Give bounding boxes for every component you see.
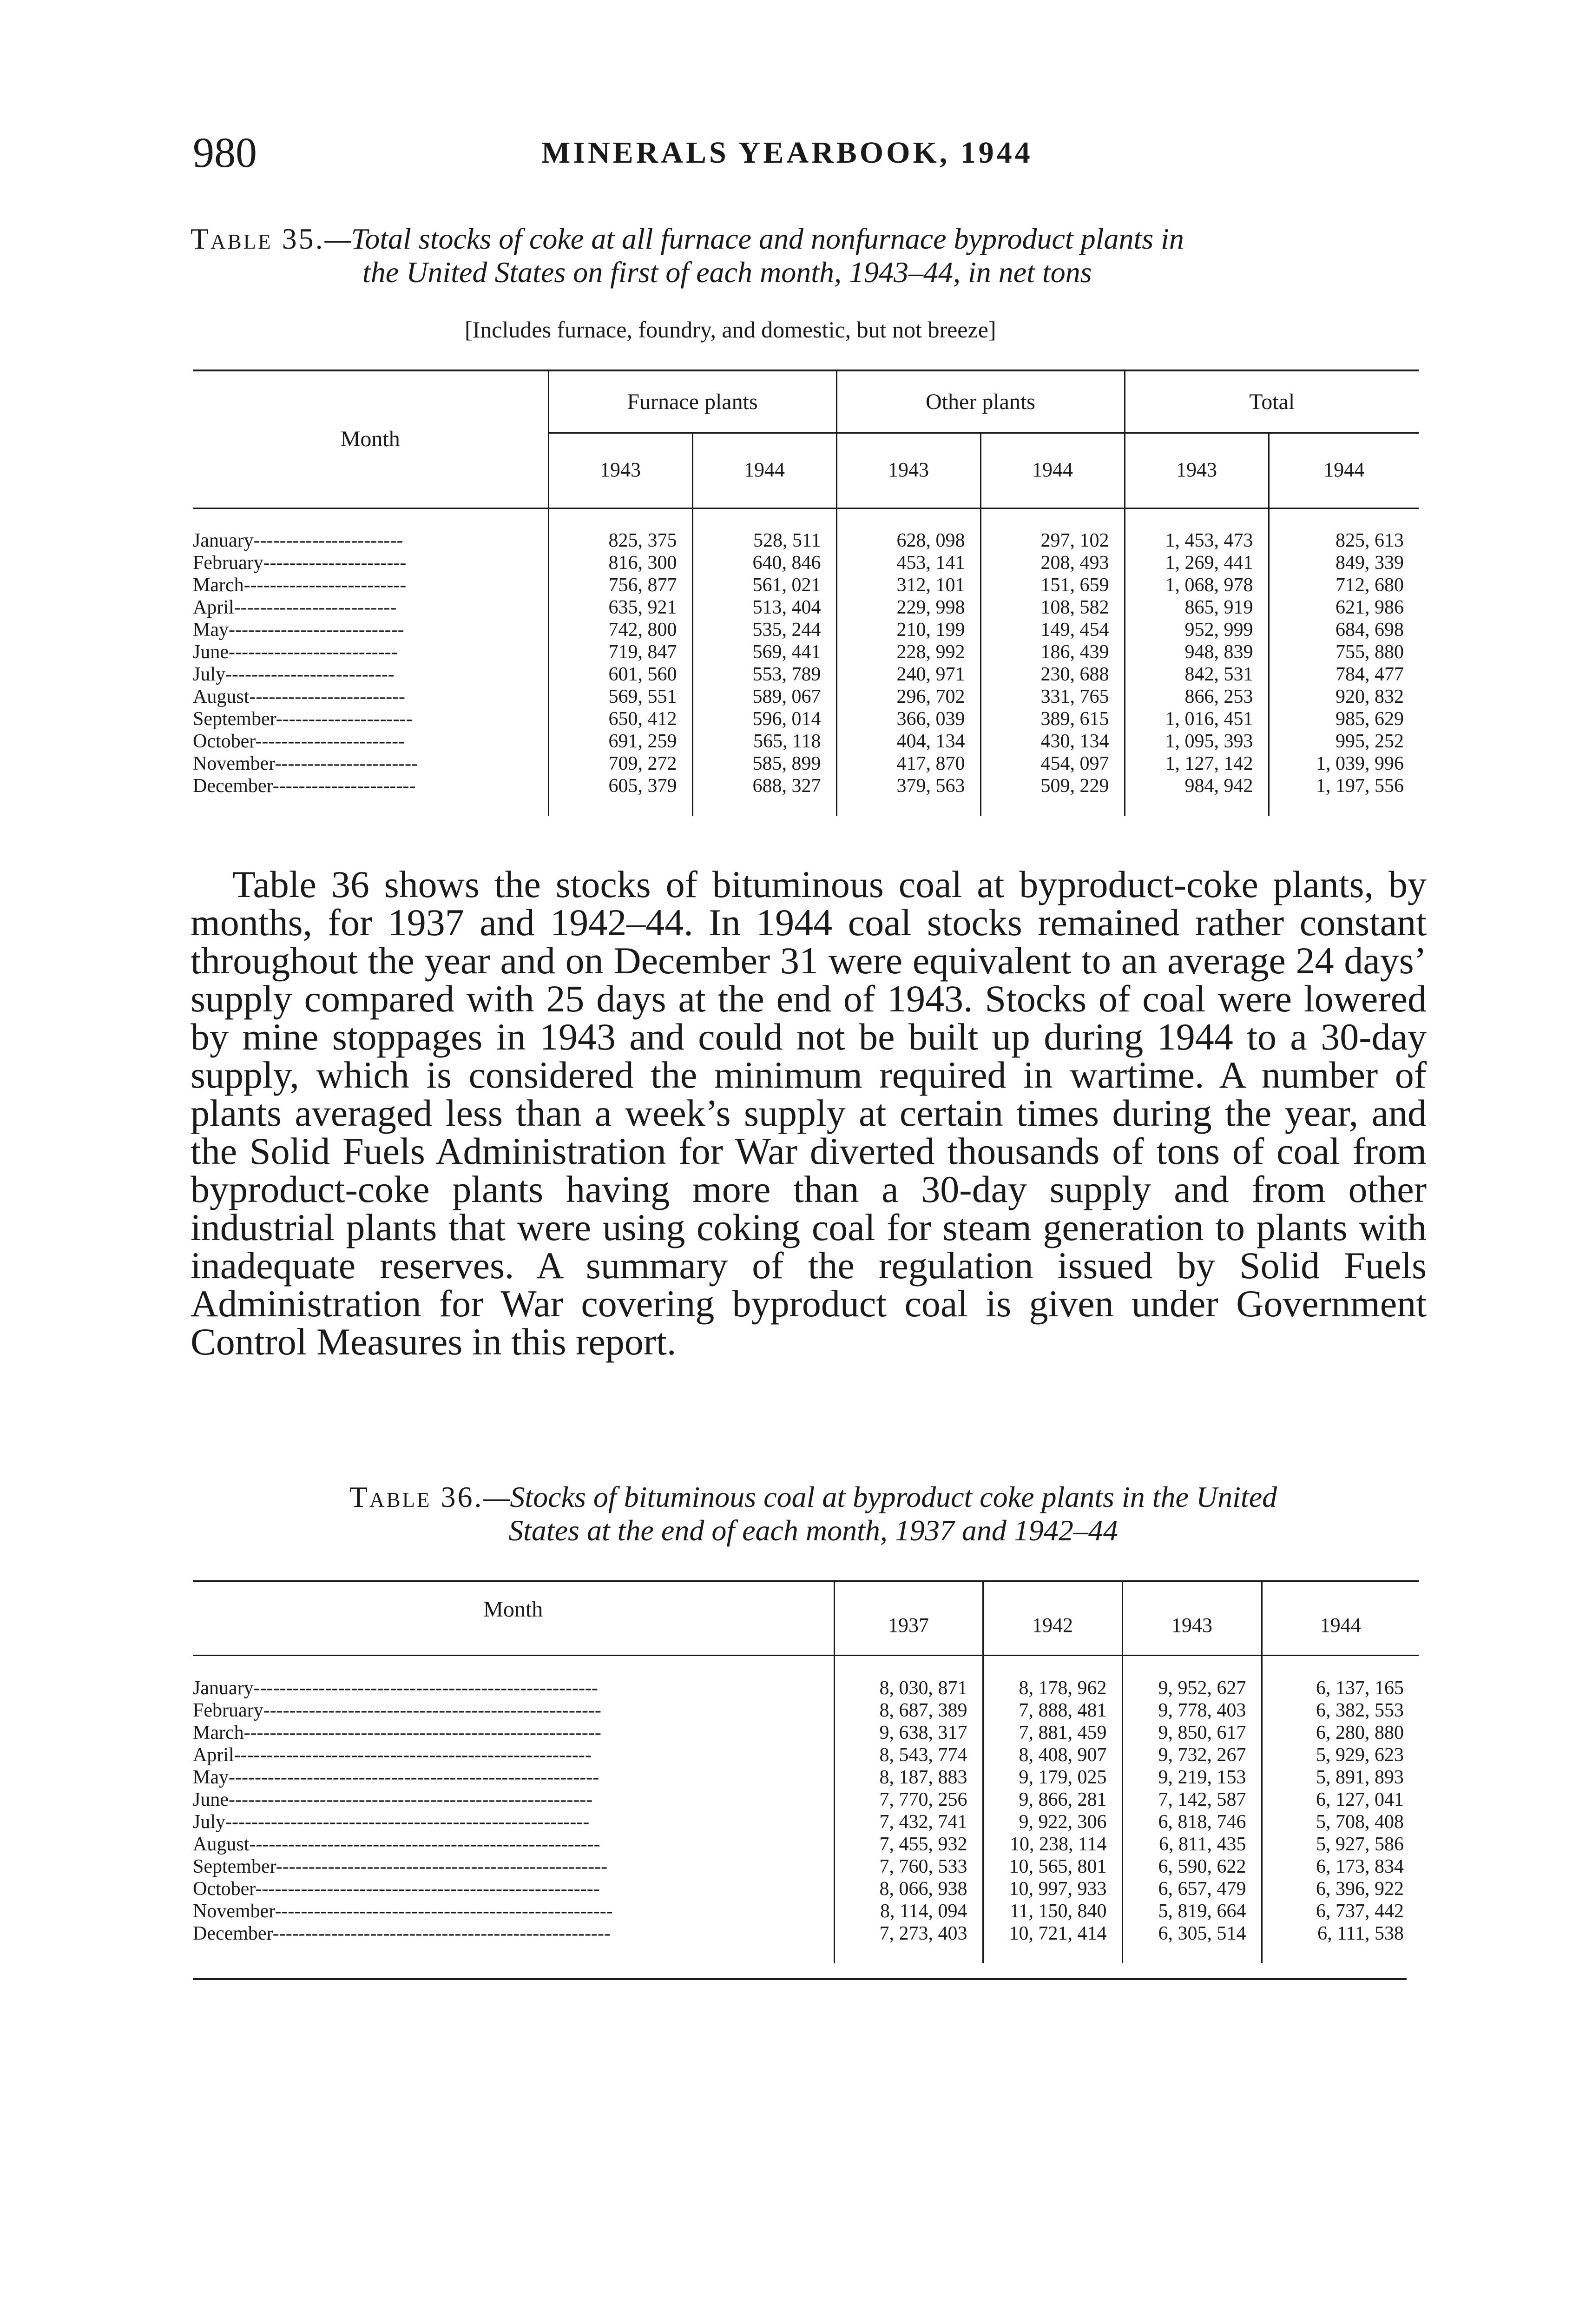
table35-value-cell: 984, 942 (1125, 775, 1269, 797)
table35-month-cell (193, 686, 548, 708)
table36-value-cell: 6, 305, 514 (1122, 1922, 1262, 1945)
table35-value-cell: 561, 021 (692, 574, 836, 596)
table36-row (193, 1922, 1419, 1945)
table35-row (193, 552, 1419, 574)
table35-month-label: December (193, 775, 273, 797)
table35-value-cell: 865, 919 (1125, 596, 1269, 619)
table35-year-header: 1943 (836, 433, 980, 507)
table36-value-cell: 9, 952, 627 (1122, 1677, 1262, 1699)
table36-row (193, 1833, 1419, 1855)
table36-leader-dots: ---------------------------------------------------- (263, 1700, 601, 1721)
table35-value-cell: 535, 244 (692, 619, 836, 641)
table36-row (193, 1900, 1419, 1922)
table36-value-cell: 10, 997, 933 (983, 1878, 1122, 1900)
table35-row (193, 529, 1419, 552)
table35-value-cell: 1, 095, 393 (1125, 730, 1269, 753)
table35-row (193, 753, 1419, 775)
table36-value-cell: 10, 721, 414 (983, 1922, 1122, 1945)
table35-value-cell: 1, 197, 556 (1269, 775, 1419, 797)
table35-value-cell: 621, 986 (1269, 596, 1419, 619)
table35-value-cell: 948, 839 (1125, 641, 1269, 663)
table35-title-line1: —Total stocks of coke at all furnace and nonfurnace byproduct plants in (324, 222, 1184, 255)
table36-year-header: 1937 (834, 1582, 983, 1655)
table35-row (193, 619, 1419, 641)
table35-month-label: October (193, 731, 256, 752)
table35-leader-dots: ----------------------- (253, 530, 403, 551)
table36-value-cell: 8, 543, 774 (834, 1744, 983, 1766)
table36-year-header: 1944 (1262, 1582, 1419, 1655)
table35-value-cell: 605, 379 (548, 775, 692, 797)
table35-value-cell: 719, 847 (548, 641, 692, 663)
table36-value-cell: 9, 638, 317 (834, 1722, 983, 1744)
table35-value-cell: 589, 067 (692, 686, 836, 708)
table36-value-cell: 9, 219, 153 (1122, 1766, 1262, 1789)
table35-value-cell: 755, 880 (1269, 641, 1419, 663)
table35-value-cell: 208, 493 (980, 552, 1125, 574)
table35-month-cell (193, 552, 548, 574)
table36-row (193, 1699, 1419, 1722)
table36-month-label: September (193, 1856, 276, 1877)
table36-value-cell: 8, 178, 962 (983, 1677, 1122, 1699)
table35-value-cell: 417, 870 (836, 753, 980, 775)
table35-leader-dots: ---------------------- (272, 775, 416, 797)
table36-value-cell: 7, 881, 459 (983, 1722, 1122, 1744)
table35-value-cell: 389, 615 (980, 708, 1125, 730)
table35-group-furnace: Furnace plants (548, 371, 836, 433)
table36-month-cell (193, 1833, 834, 1855)
table36-value-cell: 6, 657, 479 (1122, 1878, 1262, 1900)
table36-row (193, 1677, 1419, 1699)
table36-row (193, 1722, 1419, 1744)
table35-value-cell: 712, 680 (1269, 574, 1419, 596)
table36-value-cell: 5, 708, 408 (1262, 1811, 1419, 1833)
table35-value-cell: 565, 118 (692, 730, 836, 753)
table35-month-cell (193, 619, 548, 641)
table36-value-cell: 8, 687, 389 (834, 1699, 983, 1722)
table35-leader-dots: -------------------------- (229, 641, 398, 663)
table36-month-label: June (193, 1789, 229, 1810)
table35-value-cell: 108, 582 (980, 596, 1125, 619)
table35-value-cell: 1, 269, 441 (1125, 552, 1269, 574)
table35-value-cell: 601, 560 (548, 663, 692, 686)
table35-value-cell: 849, 339 (1269, 552, 1419, 574)
table36-month-label: October (193, 1878, 256, 1900)
table35-month-cell (193, 574, 548, 596)
table36-title-line1: —Stocks of bituminous coal at byproduct coke plants in the United (483, 1480, 1277, 1513)
table36-value-cell: 6, 396, 922 (1262, 1878, 1419, 1900)
table36-month-cell (193, 1699, 834, 1722)
table35 (193, 371, 1419, 816)
table35-value-cell: 709, 272 (548, 753, 692, 775)
table35-year-header: 1944 (692, 433, 836, 507)
table35-value-cell: 331, 765 (980, 686, 1125, 708)
table35-month-label: March (193, 574, 244, 596)
table36-month-cell (193, 1855, 834, 1878)
table36-row (193, 1766, 1419, 1789)
table36-month-label: February (193, 1700, 263, 1721)
table35-value-cell: 1, 068, 978 (1125, 574, 1269, 596)
table35-value-cell: 952, 999 (1125, 619, 1269, 641)
table35-value-cell: 528, 511 (692, 529, 836, 552)
table35-value-cell: 240, 971 (836, 663, 980, 686)
table36-value-cell: 7, 432, 741 (834, 1811, 983, 1833)
table36-bottom-rule (193, 1978, 1407, 1980)
table36-value-cell: 8, 030, 871 (834, 1677, 983, 1699)
table36-value-cell: 7, 142, 587 (1122, 1789, 1262, 1811)
table36-month-cell (193, 1744, 834, 1766)
table35-value-cell: 379, 563 (836, 775, 980, 797)
table35-month-label: July (193, 664, 226, 685)
table36-value-cell: 7, 760, 533 (834, 1855, 983, 1878)
table35-value-cell: 596, 014 (692, 708, 836, 730)
table35-leader-dots: ----------------------- (255, 731, 405, 752)
table35-value-cell: 228, 992 (836, 641, 980, 663)
table36-leader-dots: ------------------------------------------------------- (234, 1744, 592, 1766)
table35-value-cell: 151, 659 (980, 574, 1125, 596)
table35-month-cell (193, 708, 548, 730)
table36-leader-dots: ----------------------------------------------------- (253, 1677, 598, 1699)
table35-value-cell: 684, 698 (1269, 619, 1419, 641)
table36-month-label: November (193, 1901, 275, 1922)
table36-leader-dots: ------------------------------------------------------- (243, 1722, 601, 1743)
table35-month-cell (193, 753, 548, 775)
table36-value-cell: 5, 929, 623 (1262, 1744, 1419, 1766)
page-number: 980 (193, 129, 257, 176)
table36-month-label: January (193, 1677, 254, 1699)
table35-value-cell: 784, 477 (1269, 663, 1419, 686)
table35-note: [Includes furnace, foundry, and domestic, but not breeze] (465, 317, 996, 343)
table36-value-cell: 7, 455, 932 (834, 1833, 983, 1855)
table35-value-cell: 995, 252 (1269, 730, 1419, 753)
table35-group-other: Other plants (836, 371, 1125, 433)
table35-value-cell: 297, 102 (980, 529, 1125, 552)
table35-caption (191, 222, 1417, 289)
table35-value-cell: 149, 454 (980, 619, 1125, 641)
table36-month-header: Month (483, 1597, 543, 1622)
table36-row (193, 1744, 1419, 1766)
table35-month-cell (193, 641, 548, 663)
table35-row (193, 663, 1419, 686)
table35-row (193, 775, 1419, 797)
table36-caption (232, 1480, 1394, 1547)
table35-value-cell: 430, 134 (980, 730, 1125, 753)
table36-year-header: 1943 (1122, 1582, 1262, 1655)
table36-month-cell (193, 1811, 834, 1833)
table35-row (193, 596, 1419, 619)
table35-month-cell (193, 730, 548, 753)
table36-value-cell: 8, 187, 883 (834, 1766, 983, 1789)
table36-row (193, 1878, 1419, 1900)
table35-value-cell: 513, 404 (692, 596, 836, 619)
table35-value-cell: 825, 613 (1269, 529, 1419, 552)
table35-month-label: February (193, 552, 263, 574)
table35-value-cell: 569, 551 (548, 686, 692, 708)
table35-month-label: September (193, 708, 276, 730)
table35-value-cell: 312, 101 (836, 574, 980, 596)
table35-month-cell (193, 775, 548, 797)
table36-value-cell: 5, 891, 893 (1262, 1766, 1419, 1789)
table36-leader-dots: ------------------------------------------------------ (249, 1834, 600, 1855)
table35-value-cell: 628, 098 (836, 529, 980, 552)
table36-value-cell: 6, 382, 553 (1262, 1699, 1419, 1722)
table35-value-cell: 404, 134 (836, 730, 980, 753)
table36-month-cell (193, 1722, 834, 1744)
table36-month-label: March (193, 1722, 244, 1743)
table35-group-total: Total (1125, 371, 1419, 433)
table35-leader-dots: -------------------------- (225, 664, 395, 685)
table36-month-label: August (193, 1834, 250, 1855)
table35-value-cell: 509, 229 (980, 775, 1125, 797)
table35-year-header: 1944 (1269, 433, 1419, 507)
table35-month-cell (193, 596, 548, 619)
table36-value-cell: 11, 150, 840 (983, 1900, 1122, 1922)
table36-value-cell: 9, 778, 403 (1122, 1699, 1262, 1722)
table35-label: Table 35. (191, 222, 325, 255)
table35-value-cell: 296, 702 (836, 686, 980, 708)
table36-value-cell: 6, 737, 442 (1262, 1900, 1419, 1922)
table36-value-cell: 8, 114, 094 (834, 1900, 983, 1922)
table35-value-cell: 553, 789 (692, 663, 836, 686)
table35-month-label: January (193, 530, 254, 551)
table36-year-header: 1942 (983, 1582, 1122, 1655)
table35-value-cell: 842, 531 (1125, 663, 1269, 686)
table35-value-cell: 742, 800 (548, 619, 692, 641)
table35-leader-dots: ------------------------- (234, 597, 397, 618)
table36-value-cell: 5, 927, 586 (1262, 1833, 1419, 1855)
table35-value-cell: 1, 127, 142 (1125, 753, 1269, 775)
table36-value-cell: 10, 565, 801 (983, 1855, 1122, 1878)
table36-title-line2: States at the end of each month, 1937 and 1942–44 (508, 1514, 1118, 1547)
table35-row (193, 708, 1419, 730)
table35-value-cell: 635, 921 (548, 596, 692, 619)
table35-leader-dots: --------------------- (276, 708, 413, 730)
table36-value-cell: 9, 732, 267 (1122, 1744, 1262, 1766)
table35-value-cell: 640, 846 (692, 552, 836, 574)
table36-leader-dots: ----------------------------------------------------- (255, 1878, 600, 1900)
table35-value-cell: 1, 016, 451 (1125, 708, 1269, 730)
table35-value-cell: 453, 141 (836, 552, 980, 574)
table36-value-cell: 9, 922, 306 (983, 1811, 1122, 1833)
table36-month-label: May (193, 1767, 229, 1788)
table36-month-cell (193, 1766, 834, 1789)
table36-value-cell: 5, 819, 664 (1122, 1900, 1262, 1922)
table35-value-cell: 585, 899 (692, 753, 836, 775)
table35-value-cell: 230, 688 (980, 663, 1125, 686)
table35-value-cell: 1, 453, 473 (1125, 529, 1269, 552)
table36-month-cell (193, 1900, 834, 1922)
table36-value-cell: 6, 173, 834 (1262, 1855, 1419, 1878)
table36-value-cell: 8, 066, 938 (834, 1878, 983, 1900)
table35-value-cell: 650, 412 (548, 708, 692, 730)
table36-value-cell: 8, 408, 907 (983, 1744, 1122, 1766)
table36-value-cell: 7, 888, 481 (983, 1699, 1122, 1722)
table35-row (193, 730, 1419, 753)
table35-row (193, 686, 1419, 708)
table36-row (193, 1811, 1419, 1833)
table35-month-label: April (193, 597, 234, 618)
table36-leader-dots: --------------------------------------------------------- (229, 1767, 599, 1788)
table35-value-cell: 825, 375 (548, 529, 692, 552)
table36-value-cell: 6, 280, 880 (1262, 1722, 1419, 1744)
table36-month-label: April (193, 1744, 234, 1766)
body-paragraph: Table 36 shows the stocks of bituminous coal at byproduct-coke plants, by months, for 1937 and 1942–44. In 1944 coal stocks remained rather constant throughout the year and on December 31 were equivalent to an average 24 days’ supply compared with 25 days at the end of 1943. Stocks of coal were lowered by mine stoppages in 1943 and could not be built up during 1944 to a 30-day supply, which is considered the minimum required in wartime. A number of plants averaged less than a week’s supply at certain times during the year, and the Solid Fuels Administration for War diverted thousands of tons of coal from byproduct-coke plants having more than a 30-day supply and from other industrial plants that were using coking coal for steam generation to plants with inadequate reserves. A summary of the regulation issued by Solid Fuels Administration for War covering byproduct coal is given under Government Control Measures in this report. (191, 863, 1427, 1363)
table35-value-cell: 366, 039 (836, 708, 980, 730)
table35-row (193, 574, 1419, 596)
table35-value-cell: 454, 097 (980, 753, 1125, 775)
table35-month-label: August (193, 686, 250, 707)
table36-value-cell: 7, 770, 256 (834, 1789, 983, 1811)
table36-value-cell: 6, 111, 538 (1262, 1922, 1419, 1945)
table35-value-cell: 1, 039, 996 (1269, 753, 1419, 775)
table35-row (193, 641, 1419, 663)
table35-year-header: 1944 (980, 433, 1125, 507)
table35-year-header: 1943 (1125, 433, 1269, 507)
table36-row (193, 1855, 1419, 1878)
table36-value-cell: 9, 850, 617 (1122, 1722, 1262, 1744)
table35-value-cell: 756, 877 (548, 574, 692, 596)
table35-value-cell: 920, 832 (1269, 686, 1419, 708)
table36-value-cell: 10, 238, 114 (983, 1833, 1122, 1855)
table36-row (193, 1789, 1419, 1811)
table36-month-cell (193, 1922, 834, 1945)
table36-leader-dots: ---------------------------------------------------- (275, 1901, 613, 1922)
table36-value-cell: 9, 179, 025 (983, 1766, 1122, 1789)
table35-month-cell (193, 663, 548, 686)
table35-leader-dots: ---------------------- (275, 753, 418, 774)
table36-value-cell: 6, 811, 435 (1122, 1833, 1262, 1855)
table35-value-cell: 186, 439 (980, 641, 1125, 663)
table36-leader-dots: -------------------------------------------------------- (225, 1811, 590, 1833)
table36-value-cell: 6, 127, 041 (1262, 1789, 1419, 1811)
table35-month-cell (193, 529, 548, 552)
table35-value-cell: 688, 327 (692, 775, 836, 797)
table35-month-label: June (193, 641, 229, 663)
table35-value-cell: 210, 199 (836, 619, 980, 641)
table36-label: Table 36. (349, 1480, 484, 1513)
table36-leader-dots: -------------------------------------------------------- (229, 1789, 593, 1810)
table36-month-cell (193, 1878, 834, 1900)
table36-value-cell: 7, 273, 403 (834, 1922, 983, 1945)
table36-value-cell: 6, 590, 622 (1122, 1855, 1262, 1878)
table35-value-cell: 985, 629 (1269, 708, 1419, 730)
table36-month-cell (193, 1677, 834, 1699)
table36-leader-dots: ---------------------------------------------------- (272, 1923, 611, 1944)
table36-month-label: December (193, 1923, 273, 1944)
table35-title-line2: the United States on first of each month, 1943–44, in net tons (362, 256, 1092, 289)
running-title: MINERALS YEARBOOK, 1944 (541, 136, 1033, 170)
table35-year-header: 1943 (548, 433, 692, 507)
table36-value-cell: 6, 137, 165 (1262, 1677, 1419, 1699)
table35-value-cell: 691, 259 (548, 730, 692, 753)
table35-leader-dots: ------------------------- (243, 574, 407, 596)
table35-month-label: November (193, 753, 275, 774)
table36 (193, 1582, 1419, 1963)
table35-value-cell: 866, 253 (1125, 686, 1269, 708)
table35-leader-dots: ------------------------ (249, 686, 406, 707)
table35-value-cell: 816, 300 (548, 552, 692, 574)
table35-leader-dots: ---------------------- (263, 552, 407, 574)
table36-month-label: July (193, 1811, 226, 1833)
table36-leader-dots: --------------------------------------------------- (276, 1856, 608, 1877)
table35-value-cell: 569, 441 (692, 641, 836, 663)
table35-month-label: May (193, 619, 229, 640)
table35-leader-dots: --------------------------- (229, 619, 404, 640)
table36-value-cell: 6, 818, 746 (1122, 1811, 1262, 1833)
table35-month-header: Month (340, 427, 400, 451)
table35-value-cell: 229, 998 (836, 596, 980, 619)
table36-value-cell: 9, 866, 281 (983, 1789, 1122, 1811)
table36-month-cell (193, 1789, 834, 1811)
